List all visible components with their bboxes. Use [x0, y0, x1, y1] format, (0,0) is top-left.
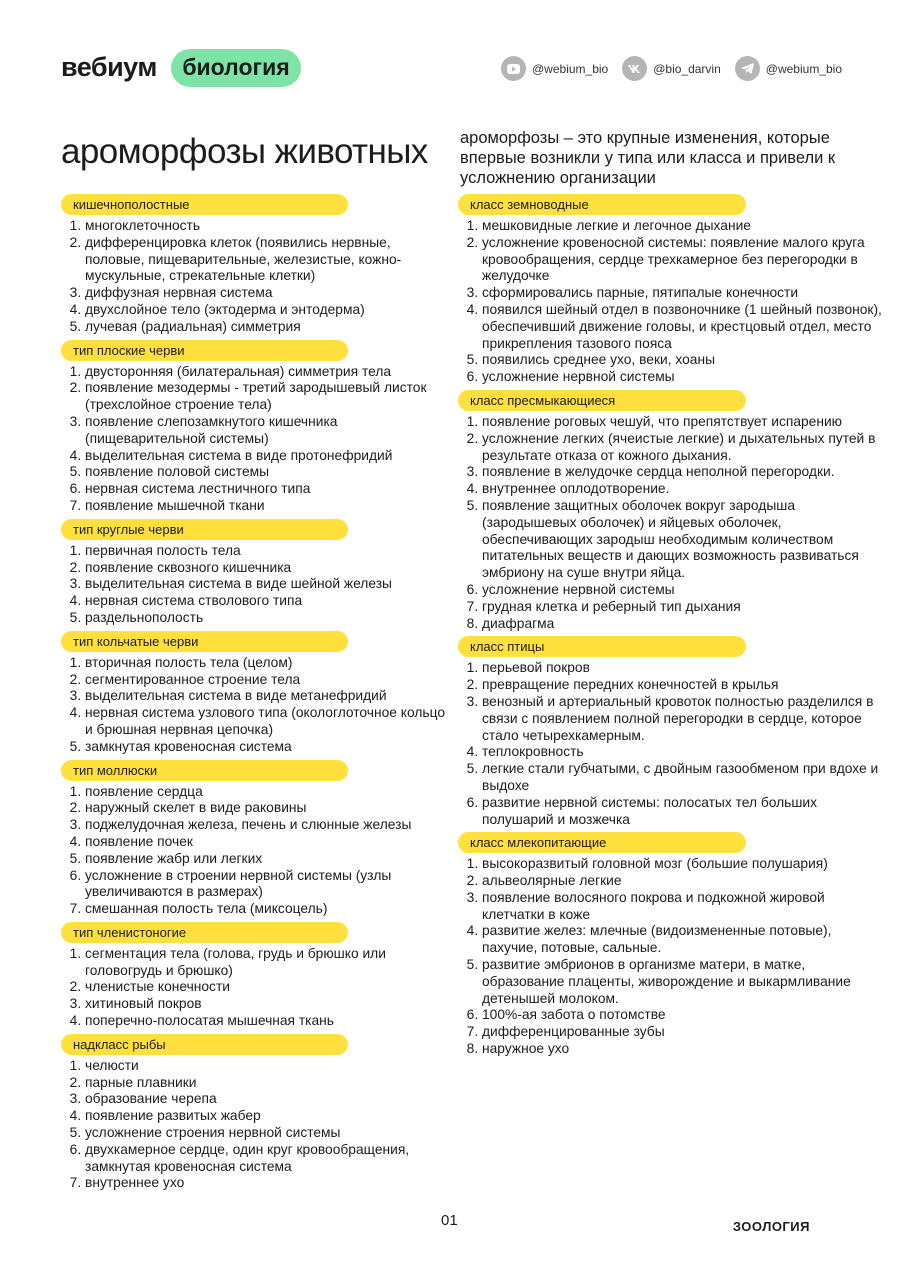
list-item: 4. появление развитых жабер	[85, 1108, 446, 1125]
list-item: 5. усложнение строения нервной системы	[85, 1125, 446, 1142]
social-handle: @webium_bio	[765, 61, 842, 76]
section-tag: класс млекопитающие	[458, 832, 746, 853]
feature-list	[61, 784, 446, 918]
vk-icon	[622, 56, 647, 81]
page-title: ароморфозы животных	[61, 132, 428, 171]
social-vk[interactable]	[622, 56, 721, 81]
right-column	[458, 194, 883, 1062]
list-item: 3. выделительная система в виде шейной железы	[85, 576, 446, 593]
list-item: 1. вторичная полость тела (целом)	[85, 655, 446, 672]
social-youtube[interactable]	[501, 56, 608, 81]
list-item: 4. теплокровность	[482, 744, 883, 761]
definition-text: ароморфозы – это крупные изменения, которые впервые возникли у типа или класса и привели к усложнению организации	[460, 129, 836, 187]
feature-list	[458, 414, 883, 632]
list-item: 2. сегментированное строение тела	[85, 672, 446, 689]
list-item: 2. альвеолярные легкие	[482, 873, 883, 890]
list-item: 3. диффузная нервная система	[85, 285, 446, 302]
section-tag: класс земноводные	[458, 194, 746, 215]
taxon-section	[458, 832, 883, 1058]
list-item: 8. диафрагма	[482, 616, 883, 633]
list-item: 5. появление жабр или легких	[85, 851, 446, 868]
list-item: 3. появление волосяного покрова и подкожной жировой клетчатки в коже	[482, 890, 883, 924]
list-item: 1. двусторонняя (билатеральная) симметрия тела	[85, 364, 446, 381]
list-item: 2. усложнение кровеносной системы: появление малого круга кровообращения, сердце трехкамерное без перегородки в желудочке	[482, 235, 883, 285]
list-item: 2. появление мезодермы - третий зародышевый листок (трехслойное строение тела)	[85, 380, 446, 414]
list-item: 1. высокоразвитый головной мозг (большие полушария)	[482, 856, 883, 873]
taxon-section	[458, 636, 883, 828]
list-item: 5. легкие стали губчатыми, с двойным газообменом при вдохе и выдохе	[482, 761, 883, 795]
list-item: 6. развитие нервной системы: полосатых тел больших полушарий и мозжечка	[482, 795, 883, 829]
youtube-icon	[501, 56, 526, 81]
social-handle: @webium_bio	[532, 61, 609, 76]
feature-list	[61, 946, 446, 1030]
list-item: 3. образование черепа	[85, 1091, 446, 1108]
feature-list	[61, 364, 446, 515]
section-tag: тип моллюски	[61, 760, 348, 781]
list-item: 2. превращение передних конечностей в крылья	[482, 677, 883, 694]
feature-list	[458, 660, 883, 828]
section-tag: тип плоские черви	[61, 340, 348, 361]
list-item: 3. венозный и артериальный кровоток полностью разделился в связи с появлением полной перегородки в сердце, которое стало четырехкамерным.	[482, 694, 883, 744]
brand-logo: вебиум	[61, 52, 157, 82]
list-item: 5. появление половой системы	[85, 464, 446, 481]
taxon-section	[61, 194, 446, 336]
list-item: 3. хитиновый покров	[85, 996, 446, 1013]
section-tag: надкласс рыбы	[61, 1034, 348, 1055]
taxon-section	[61, 340, 446, 515]
section-tag: кишечнополостные	[61, 194, 348, 215]
social-links	[501, 56, 842, 81]
section-tag: класс птицы	[458, 636, 746, 657]
list-item: 3. сформировались парные, пятипалые конечности	[482, 285, 883, 302]
social-handle: @bio_darvin	[653, 61, 721, 76]
list-item: 4. поперечно-полосатая мышечная ткань	[85, 1013, 446, 1030]
list-item: 2. дифференцировка клеток (появились нервные, половые, пищеварительные, железистые, кожно-мускульные, стрекательные клетки)	[85, 235, 446, 285]
list-item: 8. наружное ухо	[482, 1041, 883, 1058]
list-item: 1. мешковидные легкие и легочное дыхание	[482, 218, 883, 235]
list-item: 6. усложнение нервной системы	[482, 369, 883, 386]
list-item: 2. членистые конечности	[85, 979, 446, 996]
taxon-section	[458, 390, 883, 632]
section-tag: тип членистоногие	[61, 922, 348, 943]
section-tag: тип круглые черви	[61, 519, 348, 540]
list-item: 6. усложнение в строении нервной системы (узлы увеличиваются в размерах)	[85, 868, 446, 902]
list-item: 3. поджелудочная железа, печень и слюнные железы	[85, 817, 446, 834]
subject-badge: биология	[171, 49, 301, 87]
list-item: 1. перьевой покров	[482, 660, 883, 677]
list-item: 6. усложнение нервной системы	[482, 582, 883, 599]
taxon-section	[61, 760, 446, 918]
list-item: 5. появились среднее ухо, веки, хоаны	[482, 352, 883, 369]
list-item: 5. лучевая (радиальная) симметрия	[85, 319, 446, 336]
list-item: 7. внутреннее ухо	[85, 1175, 446, 1192]
list-item: 7. дифференцированные зубы	[482, 1024, 883, 1041]
page-number: 01	[441, 1212, 458, 1229]
feature-list	[61, 1058, 446, 1192]
list-item: 7. грудная клетка и реберный тип дыхания	[482, 599, 883, 616]
list-item: 4. нервная система стволового типа	[85, 593, 446, 610]
list-item: 7. смешанная полость тела (миксоцель)	[85, 901, 446, 918]
section-tag: тип кольчатые черви	[61, 631, 348, 652]
feature-list	[61, 655, 446, 756]
list-item: 5. замкнутая кровеносная система	[85, 739, 446, 756]
list-item: 2. усложнение легких (ячеистые легкие) и дыхательных путей в результате отказа от кожного дыхания.	[482, 431, 883, 465]
list-item: 5. развитие эмбрионов в организме матери, в матке, образование плаценты, живорождение и выкармливание детенышей молоком.	[482, 957, 883, 1007]
taxon-section	[61, 631, 446, 756]
feature-list	[458, 218, 883, 386]
list-item: 2. появление сквозного кишечника	[85, 560, 446, 577]
taxon-section	[61, 922, 446, 1030]
list-item: 4. появился шейный отдел в позвоночнике (1 шейный позвонок), обеспечивший движение головы, и крестцовый отдел, место прикрепления тазового пояса	[482, 302, 883, 352]
list-item: 6. двухкамерное сердце, один круг кровообращения, замкнутая кровеносная система	[85, 1142, 446, 1176]
telegram-icon	[735, 56, 760, 81]
list-item: 3. появление слепозамкнутого кишечника (пищеварительной системы)	[85, 414, 446, 448]
list-item: 1. появление роговых чешуй, что препятствует испарению	[482, 414, 883, 431]
list-item: 5. появление защитных оболочек вокруг зародыша (зародышевых оболочек) и яйцевых оболочек, обеспечивающих зародыш необходимым количеством питательных веществ и дающих возможность развиваться эмбриону на суше внутри яйца.	[482, 498, 883, 582]
list-item: 1. многоклеточность	[85, 218, 446, 235]
list-item: 3. выделительная система в виде метанефридий	[85, 688, 446, 705]
list-item: 6. 100%-ая забота о потомстве	[482, 1007, 883, 1024]
footer-section-label: ЗООЛОГИЯ	[732, 1219, 810, 1234]
feature-list	[61, 543, 446, 627]
list-item: 7. появление мышечной ткани	[85, 498, 446, 515]
list-item: 3. появление в желудочке сердца неполной перегородки.	[482, 464, 883, 481]
list-item: 1. первичная полость тела	[85, 543, 446, 560]
feature-list	[61, 218, 446, 336]
feature-list	[458, 856, 883, 1058]
list-item: 4. появление почек	[85, 834, 446, 851]
list-item: 4. развитие желез: млечные (видоизмененные потовые), пахучие, потовые, сальные.	[482, 923, 883, 957]
taxon-section	[61, 519, 446, 627]
list-item: 1. челюсти	[85, 1058, 446, 1075]
taxon-section	[61, 1034, 446, 1192]
social-telegram[interactable]	[735, 56, 842, 81]
list-item: 6. нервная система лестничного типа	[85, 481, 446, 498]
list-item: 4. внутреннее оплодотворение.	[482, 481, 883, 498]
list-item: 1. появление сердца	[85, 784, 446, 801]
section-tag: класс пресмыкающиеся	[458, 390, 746, 411]
taxon-section	[458, 194, 883, 386]
list-item: 2. парные плавники	[85, 1075, 446, 1092]
list-item: 5. раздельнополость	[85, 610, 446, 627]
left-column	[61, 194, 446, 1196]
list-item: 1. сегментация тела (голова, грудь и брюшко или головогрудь и брюшко)	[85, 946, 446, 980]
list-item: 4. выделительная система в виде протонефридий	[85, 448, 446, 465]
list-item: 2. наружный скелет в виде раковины	[85, 800, 446, 817]
list-item: 4. двухслойное тело (эктодерма и энтодерма)	[85, 302, 446, 319]
list-item: 4. нервная система узлового типа (окологлоточное кольцо и брюшная нервная цепочка)	[85, 705, 446, 739]
